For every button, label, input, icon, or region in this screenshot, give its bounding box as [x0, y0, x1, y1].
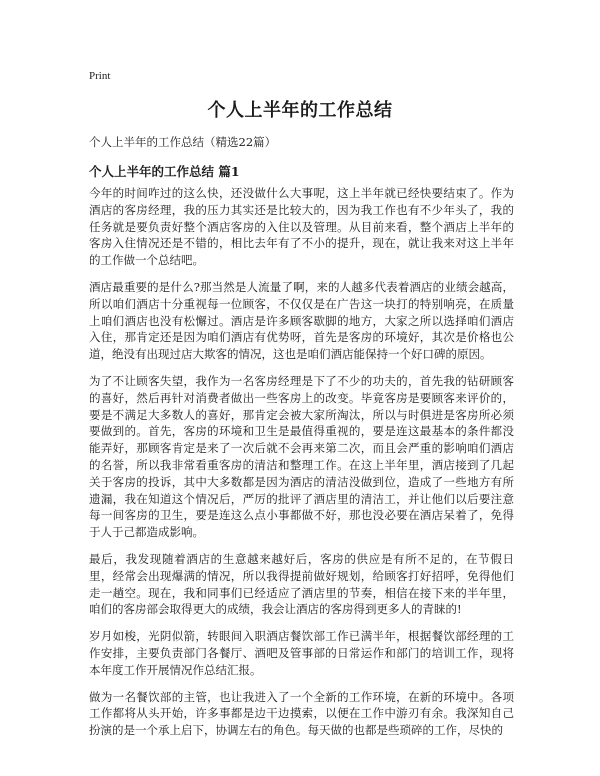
paragraph-5: 岁月如梭，光阴似箭，转眼间入职酒店餐饮部工作已满半年，根据餐饮部经理的工作安排，主要负责部门各餐厅、酒吧及管事部的日常运作和部门的培训工作，现将本年度工作开展情况作总结汇报。 — [89, 629, 514, 677]
paragraph-6: 做为一名餐饮部的主管，也让我进入了一个全新的工作环境，在新的环境中。各项工作都将从头开始，许多事都是边干边摸索，以便在工作中游刃有余。我深知自己扮演的是一个承上启下，协调左右的角色。每天做的也都是些琐碎的工作，尽快的 — [89, 689, 514, 738]
print-link[interactable]: Print — [89, 70, 111, 82]
paragraph-4: 最后，我发现随着酒店的生意越来越好后，客房的供应是有所不足的，在节假日里，经常会出现爆满的情况，所以我得提前做好规划，给顾客打好招呼，免得他们走一趟空。现在，我和同事们已经适应了酒店里的节奏，相信在接下来的半年里，咱们的客房部会取得更大的成绩，我会让酒店的客房得到更多人的青睐的! — [89, 551, 514, 617]
paragraph-2: 酒店最重要的是什么?那当然是人流量了啊，来的人越多代表着酒店的业绩会越高，所以咱们酒店十分重视每一位顾客，不仅仅是在广告这一块打的特别响亮，在质量上咱们酒店也没有松懈过。酒店是许多顾客歇脚的地方，大家之所以选择咱们酒店入住，那肯定还是因为咱们酒店有优势呀，首先是客房的环境好，其次是价格也公道，绝没有出现过店大欺客的情况，这也是咱们酒店能保持一个好口碑的原因。 — [89, 279, 514, 362]
document-title: 个人上半年的工作总结 — [207, 100, 393, 121]
section-heading: 个人上半年的工作总结 篇1 — [89, 164, 240, 179]
paragraph-1: 今年的时间咋过的这么快，还没做什么大事呢，这上半年就已经快要结束了。作为酒店的客房经理，我的压力其实还是比较大的，因为我工作也有不少年头了，我的任务就是要负责好整个酒店客房的入住以及管理。从目前来看，整个酒店上半年的客房入住情况还是不错的，相比去年有了不小的提升，现在，就让我来对这上半年的工作做一个总结吧。 — [89, 186, 514, 268]
paragraph-3: 为了不让顾客失望，我作为一名客房经理是下了不少的功夫的，首先我的钻研顾客的喜好，然后再针对消费者做出一些客房上的改变。毕竟客房是要顾客来评价的，要是不满足大多数人的喜好，那肯定会被大家所淘汰，所以与时俱进是客房所必须要做到的。首先，客房的环境和卫生是最值得重视的，要是连这最基本的条件都没能弄好，那顾客肯定是来了一次后就不会再来第二次，而且会严重的影响咱们酒店的名誉，所以我非常看重客房的清洁和整理工作。在这上半年里，酒店接到了几起关于客房的投诉，其中大多数都是因为酒店的清洁没做到位，造成了一些地方有所遗漏，我在知道这个情况后，严厉的批评了酒店里的清洁工，并让他们以后要注意每一间客房的卫生，要是连这么点小事都做不好，那也没必要在酒店呆着了，免得于人于己都造成影响。 — [89, 373, 514, 540]
document-subtitle: 个人上半年的工作总结（精选22篇） — [89, 135, 277, 149]
document-body — [89, 185, 514, 749]
